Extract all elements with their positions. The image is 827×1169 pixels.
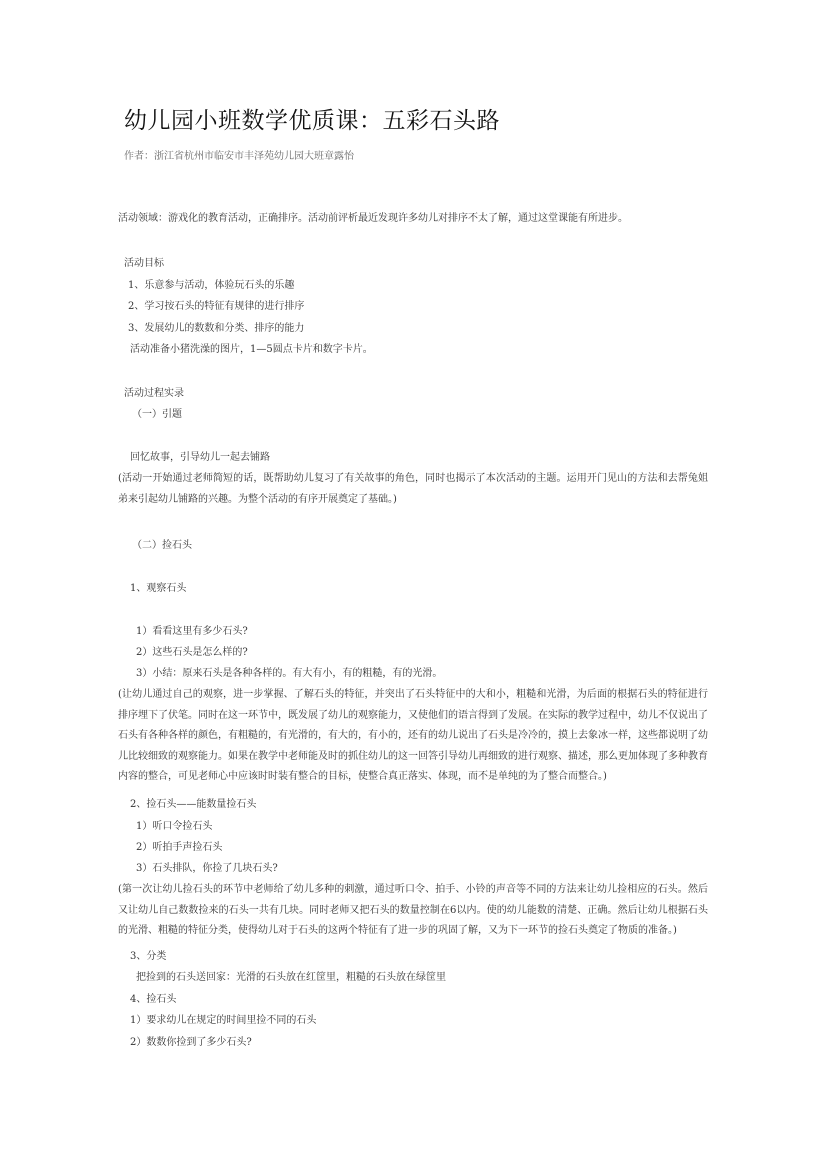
step-heading: 3、分类 (130, 951, 167, 962)
goals-heading: 活动目标 (124, 258, 164, 269)
recall-line: 回忆故事，引导幼儿一起去铺路 (130, 452, 270, 463)
list-item: 2）听拍手声捡石头 (136, 842, 223, 853)
list-item: 1）要求幼儿在规定的时间里捡不同的石头 (130, 1015, 317, 1026)
goal-item: 1、乐意参与活动，体验玩石头的乐趣 (128, 280, 295, 291)
list-item: 2）这些石头是怎么样的? (136, 647, 248, 658)
list-item: 3）石头排队，你捡了几块石头? (136, 863, 278, 874)
goal-item: 3、发展幼儿的数数和分类、排序的能力 (128, 323, 305, 334)
process-heading: 活动过程实录 (124, 388, 184, 399)
step-heading: 4、捡石头 (130, 994, 177, 1005)
step-heading: 2、捡石头——能数量捡石头 (130, 799, 257, 810)
commentary-paragraph: (让幼儿通过自己的观察，进一步掌握、了解石头的特征，并突出了石头特征中的大和小，粗糙和光滑，为后面的根据石头的特征进行排序埋下了伏笔。同时在这一环节中，既发展了幼儿的观察能力，又使他们的语言得到了发展。在实际的教学过程中，幼儿不仅说出了石头有各种各样的颜色，有粗糙的，有光滑的，有大的，有小的，还有的幼儿说出了石头是冷冷的，摸上去象冰一样，这些都说明了幼儿比较细致的观察能力。如果在教学中老师能及时的抓住幼儿的这一回答引导幼儿再细致的进行观察、描述，那么更加体现了多种教育内容的整合，可见老师心中应该时时装有整合的目标，使整合真正落实、体现，而不是单纯的为了整合而整合。) (118, 689, 708, 782)
activity-preparation: 活动准备小猪洗澡的图片，1—5圆点卡片和数字卡片。 (130, 344, 373, 355)
commentary-paragraph: (第一次让幼儿捡石头的环节中老师给了幼儿多种的刺激，通过听口令、拍手、小铃的声音等不同的方法来让幼儿捡相应的石头。然后又让幼儿自己数数捡来的石头一共有几块。同时老师又把石头的数量控制在6以内。使的幼儿能数的清楚、正确。然后让幼儿根据石头的光滑、粗糙的特征分类，使得幼儿对于石头的这两个特征有了进一步的巩固了解，又为下一环节的捡石头奠定了物质的准备。) (118, 884, 708, 936)
goal-item: 2、学习按石头的特征有规律的进行排序 (128, 301, 305, 312)
step-heading: 1、观察石头 (130, 583, 187, 594)
page-title: 幼儿园小班数学优质课：五彩石头路 (124, 108, 500, 134)
activity-field: 活动领域：游戏化的教育活动，正确排序。活动前评析最近发现许多幼儿对排序不太了解，通过这堂课能有所进步。 (118, 213, 628, 224)
list-item: 1）听口令捡石头 (136, 821, 213, 832)
list-item: 1）看看这里有多少石头? (136, 626, 248, 637)
list-item: 2）数数你捡到了多少石头? (130, 1037, 252, 1048)
section-heading: （一）引题 (132, 409, 182, 420)
commentary-paragraph: (活动一开始通过老师简短的话，既帮助幼儿复习了有关故事的角色，同时也揭示了本次活动的主题。运用开门见山的方法和去帮兔姐弟来引起幼儿铺路的兴趣。为整个活动的有序开展奠定了基础。) (118, 473, 708, 505)
author-line: 作者：浙江省杭州市临安市丰泽苑幼儿园大班章露怡 (124, 151, 354, 162)
list-item: 3）小结：原来石头是各种各样的。有大有小，有的粗糙，有的光滑。 (136, 668, 443, 679)
section-heading: （二）捡石头 (132, 540, 192, 551)
classify-text: 把捡到的石头送回家：光滑的石头放在红筐里，粗糙的石头放在绿筐里 (136, 972, 446, 983)
